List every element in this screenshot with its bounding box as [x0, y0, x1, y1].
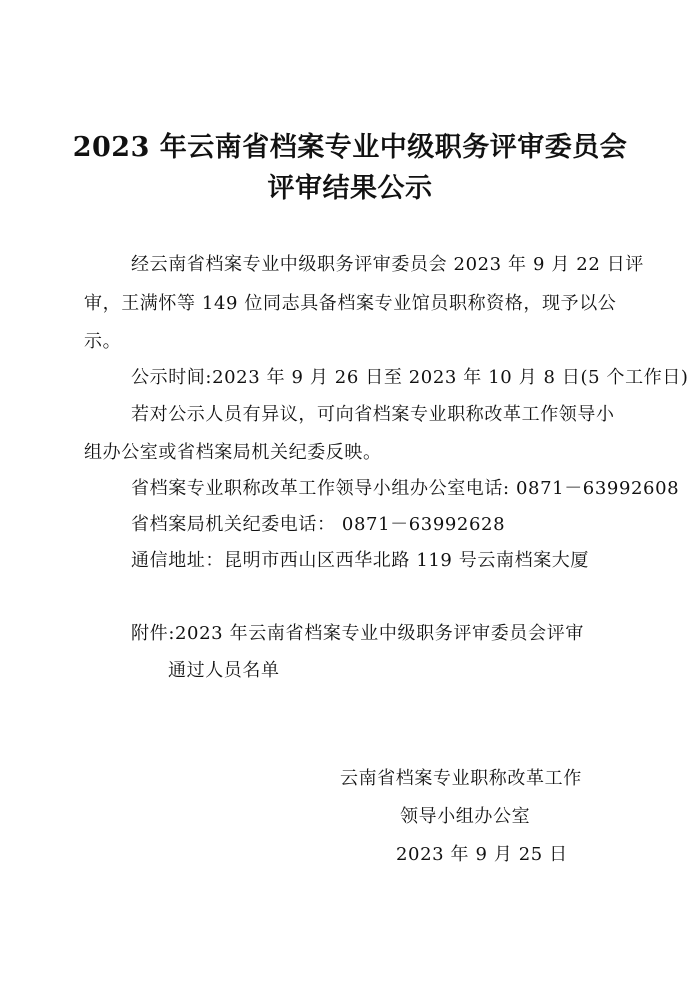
attachment-line1: 附件:2023 年云南省档案专业中级职务评审委员会评审 — [131, 623, 584, 644]
publicity-period: 公示时间:2023 年 9 月 26 日至 2023 年 10 月 8 日(5 个工作日) — [131, 367, 689, 388]
paragraph1-line1: 经云南省档案专业中级职务评审委员会 2023 年 9 月 22 日评 — [131, 254, 644, 275]
paragraph2-line2: 组办公室或省档案局机关纪委反映。 — [84, 442, 382, 463]
signature-date: 2023 年 9 月 25 日 — [396, 844, 568, 865]
paragraph1-line3: 示。 — [84, 331, 122, 352]
document-title-line2: 评审结果公示 — [267, 173, 433, 204]
document-title-line1: 2023 年云南省档案专业中级职务评审委员会 — [72, 132, 628, 163]
discipline-phone: 省档案局机关纪委电话： 0871－63992628 — [131, 514, 506, 535]
mailing-address: 通信地址：昆明市西山区西华北路 119 号云南档案大厦 — [131, 550, 589, 571]
office-phone: 省档案专业职称改革工作领导小组办公室电话: 0871－63992608 — [131, 478, 680, 499]
signature-organization-line2: 领导小组办公室 — [400, 806, 531, 827]
paragraph2-line1: 若对公示人员有异议，可向省档案专业职称改革工作领导小 — [131, 404, 615, 425]
paragraph1-line2: 审，王满怀等 149 位同志具备档案专业馆员职称资格，现予以公 — [84, 293, 617, 314]
attachment-line2: 通过人员名单 — [168, 660, 280, 681]
signature-organization-line1: 云南省档案专业职称改革工作 — [340, 768, 582, 789]
